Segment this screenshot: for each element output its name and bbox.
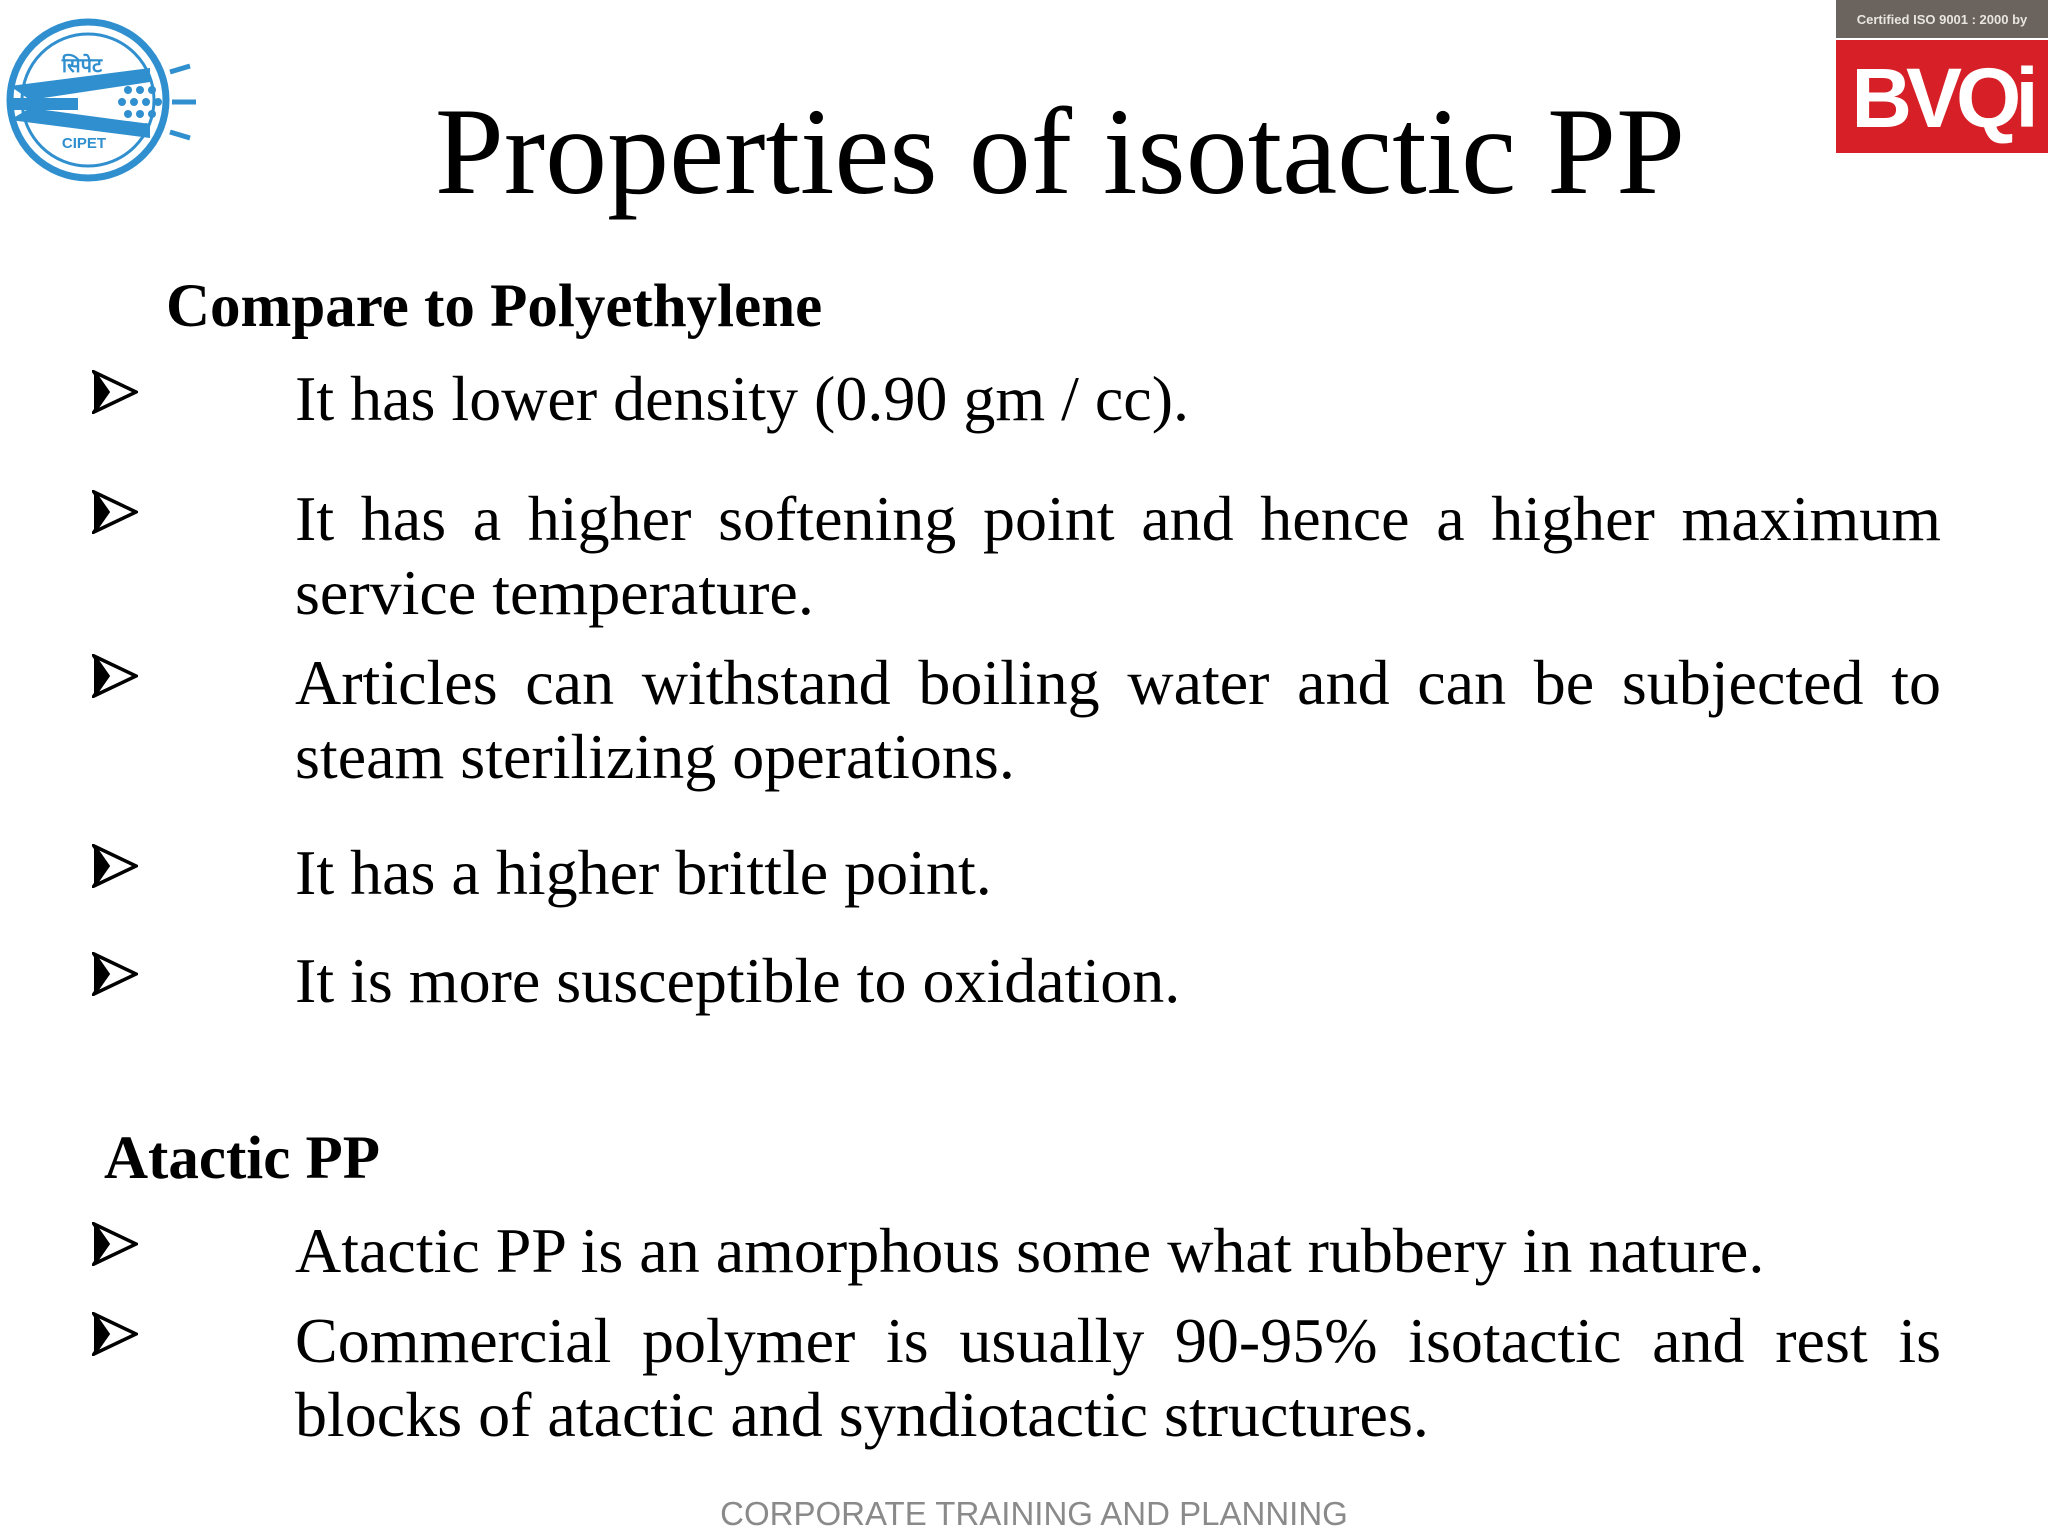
cipet-emblem-icon bbox=[0, 10, 200, 210]
bullet-text: It has a higher softening point and hence a higher maximum service temperature. bbox=[295, 483, 1941, 628]
certification-text: Certified ISO 9001 : 2000 by bbox=[1856, 11, 2028, 27]
arrowhead-bullet-icon bbox=[92, 654, 138, 698]
cipet-hindi-text: सिपेट bbox=[61, 53, 103, 77]
cipet-text: CIPET bbox=[61, 135, 107, 152]
arrowhead-bullet-icon bbox=[92, 844, 138, 888]
slide-title: Properties of isotactic PP bbox=[434, 83, 1686, 220]
section-heading-compare: Compare to Polyethylene bbox=[166, 273, 823, 340]
certification-band bbox=[1836, 0, 2048, 38]
arrowhead-bullet-icon bbox=[92, 952, 138, 996]
arrowhead-bullet-icon bbox=[92, 1222, 138, 1266]
arrowhead-bullet-icon bbox=[92, 490, 138, 534]
arrowhead-bullet-icon bbox=[92, 1312, 138, 1356]
bullet-text: Articles can withstand boiling water and can be subjected to steam sterilizing operations. bbox=[295, 647, 1941, 792]
section-heading-atactic: Atactic PP bbox=[104, 1125, 381, 1192]
arrowhead-bullet-icon bbox=[92, 370, 138, 414]
bvqi-brand-text: BVQi bbox=[1851, 50, 2033, 145]
bullet-text: Commercial polymer is usually 90-95% isotactic and rest is blocks of atactic and syndiotactic structures. bbox=[295, 1305, 1941, 1450]
bullet-text: It is more susceptible to oxidation. bbox=[295, 945, 1181, 1016]
bullet-text: It has lower density (0.90 gm / cc). bbox=[295, 363, 1189, 434]
footer-text: CORPORATE TRAINING AND PLANNING bbox=[720, 1495, 1348, 1532]
bullet-text: It has a higher brittle point. bbox=[295, 837, 992, 908]
bullet-text: Atactic PP is an amorphous some what rubbery in nature. bbox=[295, 1215, 1765, 1286]
